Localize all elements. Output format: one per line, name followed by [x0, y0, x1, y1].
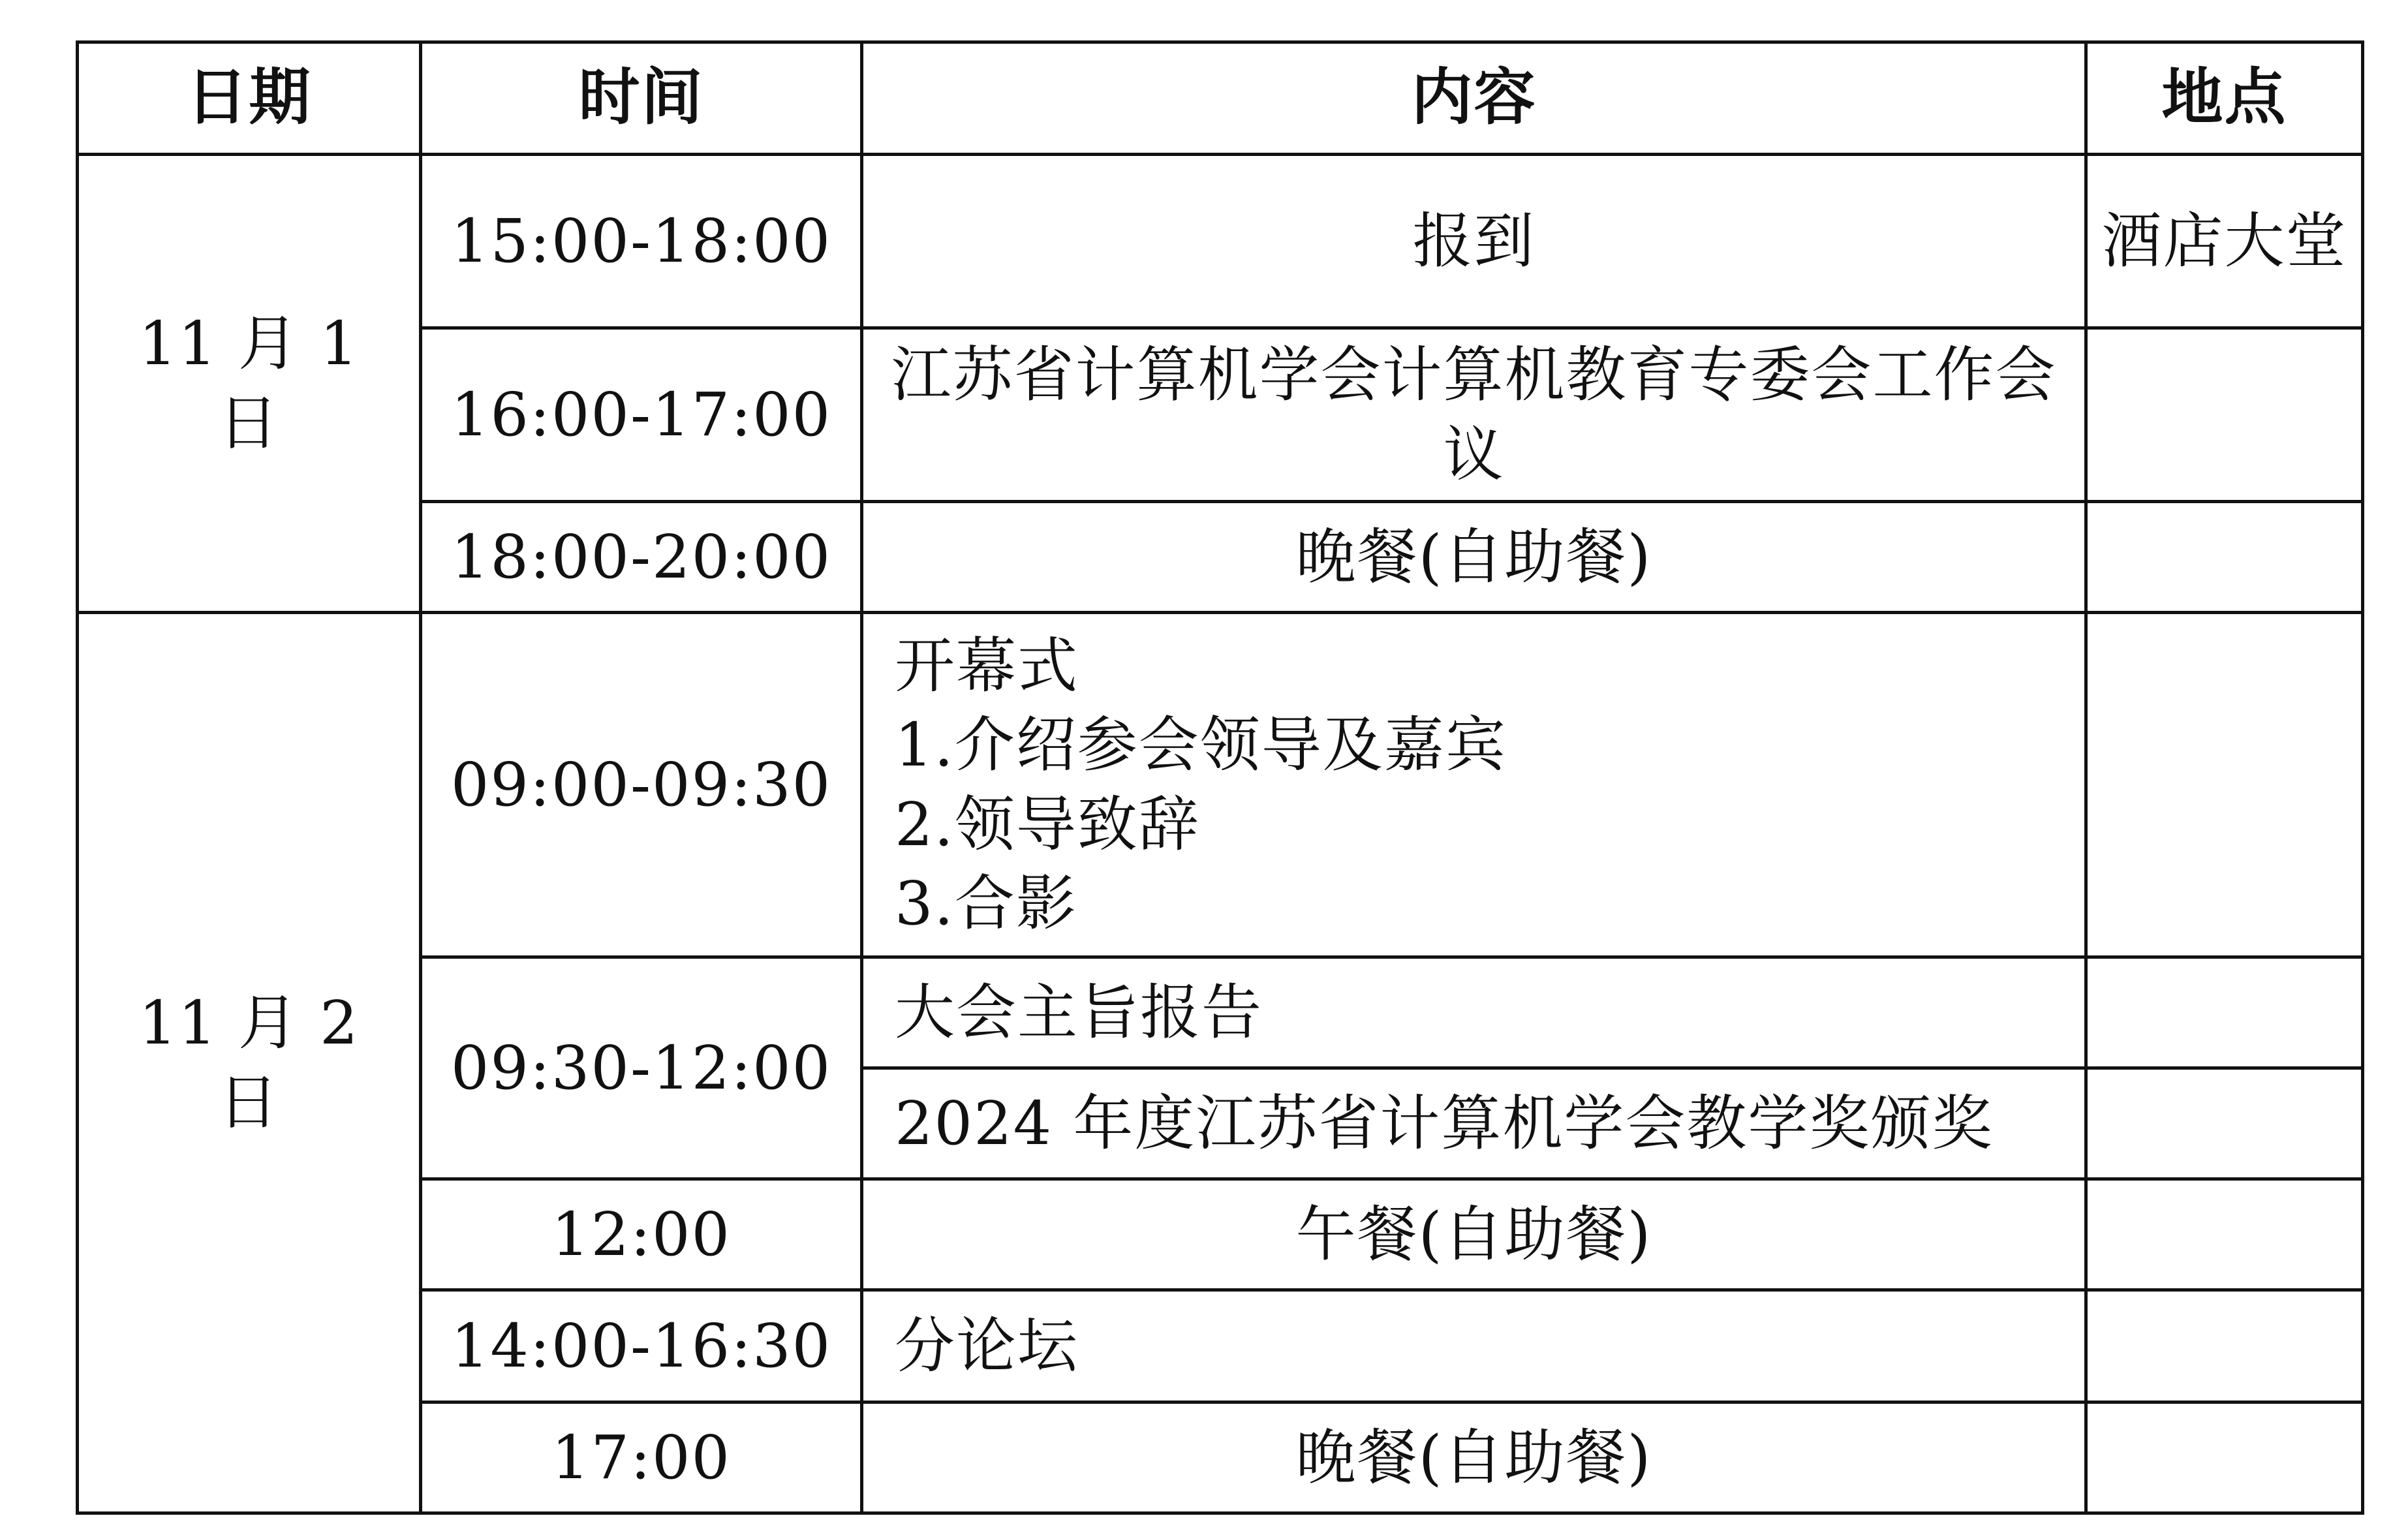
content-cell: 大会主旨报告	[862, 957, 2086, 1068]
header-time: 时间	[421, 42, 862, 155]
location-cell	[2086, 1402, 2363, 1513]
content-cell: 江苏省计算机学会计算机教育专委会工作会议	[862, 328, 2086, 502]
location-cell	[2086, 502, 2363, 613]
content-cell: 分论坛	[862, 1290, 2086, 1402]
location-cell: 酒店大堂	[2086, 155, 2363, 328]
time-cell: 09:00-09:30	[421, 613, 862, 957]
table-row	[78, 1402, 2363, 1513]
time-cell: 12:00	[421, 1179, 862, 1290]
time-cell: 09:30-12:00	[421, 957, 862, 1179]
date-cell: 11 月 2 日	[78, 613, 421, 1513]
content-cell: 报到	[862, 155, 2086, 328]
table-row	[78, 613, 2363, 957]
location-cell	[2086, 957, 2363, 1068]
time-cell: 18:00-20:00	[421, 502, 862, 613]
table-row	[78, 328, 2363, 502]
content-cell: 晚餐(自助餐)	[862, 502, 2086, 613]
location-cell	[2086, 1179, 2363, 1290]
date-cell: 11 月 1 日	[78, 155, 421, 613]
table-row	[78, 1290, 2363, 1402]
header-location: 地点	[2086, 42, 2363, 155]
table-row	[78, 155, 2363, 328]
location-cell	[2086, 1290, 2363, 1402]
table-row	[78, 502, 2363, 613]
content-line: 3.合影	[895, 868, 1077, 938]
table-row	[78, 1179, 2363, 1290]
header-date: 日期	[78, 42, 421, 155]
header-content: 内容	[862, 42, 2086, 155]
content-line: 2.领导致辞	[895, 789, 1200, 859]
location-cell	[2086, 613, 2363, 957]
content-cell: 2024 年度江苏省计算机学会教学奖颁奖	[862, 1068, 2086, 1179]
time-cell: 16:00-17:00	[421, 328, 862, 502]
time-cell: 17:00	[421, 1402, 862, 1513]
time-cell: 15:00-18:00	[421, 155, 862, 328]
location-cell	[2086, 328, 2363, 502]
header-row	[78, 42, 2363, 155]
content-line: 开幕式	[895, 630, 1079, 701]
content-cell: 晚餐(自助餐)	[862, 1402, 2086, 1513]
content-cell: 午餐(自助餐)	[862, 1179, 2086, 1290]
table-row	[78, 957, 2363, 1068]
content-cell	[862, 613, 2086, 957]
time-cell: 14:00-16:30	[421, 1290, 862, 1402]
content-line: 1.介绍参会领导及嘉宾	[895, 710, 1507, 781]
schedule-table	[76, 40, 2364, 1515]
location-cell	[2086, 1068, 2363, 1179]
